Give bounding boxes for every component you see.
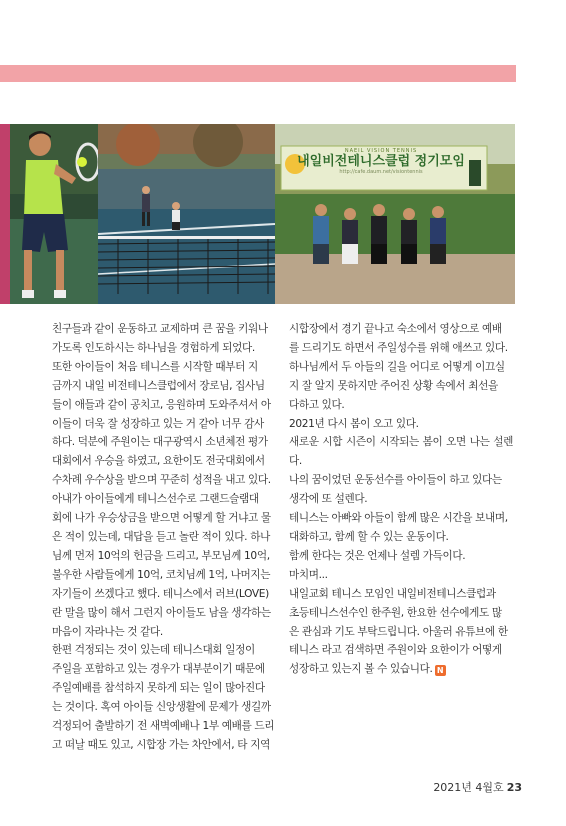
article-text-right (289, 320, 513, 679)
article-column-left (52, 320, 276, 755)
page-number: 23 (506, 781, 522, 794)
banner-title: 내일비전테니스클럽 정기모임 (297, 154, 465, 169)
article-column-right (289, 320, 513, 679)
article-text-right-body: 시합장에서 경기 끝나고 숙소에서 영상으로 예배 를 드리기도 하면서 주일성수를 위해 애쓰고 있다. 하나님께서 두 아들의 길을 어디로 어떻게 이끄실 지 잘 알지 못하지만 주어진 상황 속에서 최선을 다하고 있다. 2021년 다시 봄이 오고 있다. 새로운 시합 시즌이 시작되는 봄이 오면 나는 설렌다. 나의 꿈이었던 운동선수를 아이들이 하고 있다는 생각에 또 설렌다. 테니스는 아빠와 아들이 함께 많은 시간을 보내며, 대화하고, 함께 할 수 있는 운동이다. 함께 한다는 것은 언제나 설렘 가득이다. 마치며... 내일교회 테니스 모임인 내일비전테니스클럽과 초등테니스선수인 한주원, 한요한 선수에게도 많 은 관심과 기도 부탁드립니다. 아울러 유튜브에 한 테니스 라고 검색하면 주원이와 요한이가 어떻게 성장하고 있는지 볼 수 있습니다. (289, 323, 513, 676)
article-text-left: 친구들과 같이 운동하고 교제하며 큰 꿈을 키워나 가도록 인도하시는 하나님을 경험하게 되었다. 또한 아이들이 처음 테니스를 시작할 때부터 지 금까지 내일 비전테니스클럽에서 장로님, 집사님 들이 애들과 같이 공치고, 응원하며 도와주셔서 아 이들이 더욱 잘 성장하고 있는 거 같아 너무 감사 하다. 덕분에 주원이는 대구광역시 소년체전 평가 대회에서 우승을 하였고, 요한이도 전국대회에서 수차례 우수상을 받으며 꾸준히 성적을 내고 있다. 아내가 아이들에게 테니스선수로 그랜드슬램대 회에 나가 우승상금을 받으면 어떻게 할 거냐고 물 은 적이 있는데, 대답을 듣고 놀란 적이 있다. 하나 님께 먼저 10억의 헌금을 드리고, 부모님께 10억, 불우한 사람들에게 10억, 코치님께 1억, 나머지는 자기들이 쓰겠다고 했다. 테니스에서 러브(LOVE) 란 말을 많이 해서 그런지 아이들도 남을 생각하는 마음이 자라나는 것 같다. 한편 걱정되는 것이 있는데 테니스대회 일정이 주일을 포함하고 있는 경우가 대부분이기 때문에 주일예배를 참석하지 못하게 되는 일이 많아진다 는 것이다. 혹여 아이들 신앙생활에 문제가 생길까 걱정되어 출발하기 전 새벽예배나 1부 예배를 드리 고 떠날 때도 있고, 시합장 가는 차안에서, 타 지역 (52, 323, 275, 751)
page-footer (433, 779, 522, 795)
banner-club-english: NAEIL VISION TENNIS (344, 148, 418, 154)
photo-club-group (275, 124, 515, 304)
banner-url: http://cafe.daum.net/visiontennis (339, 169, 423, 175)
photo-boy-playing-tennis (0, 124, 98, 304)
issue-label: 2021년 4월호 (433, 781, 504, 794)
photo-tennis-court (98, 124, 275, 304)
header-band (0, 65, 516, 82)
end-mark-badge: N (435, 665, 446, 676)
